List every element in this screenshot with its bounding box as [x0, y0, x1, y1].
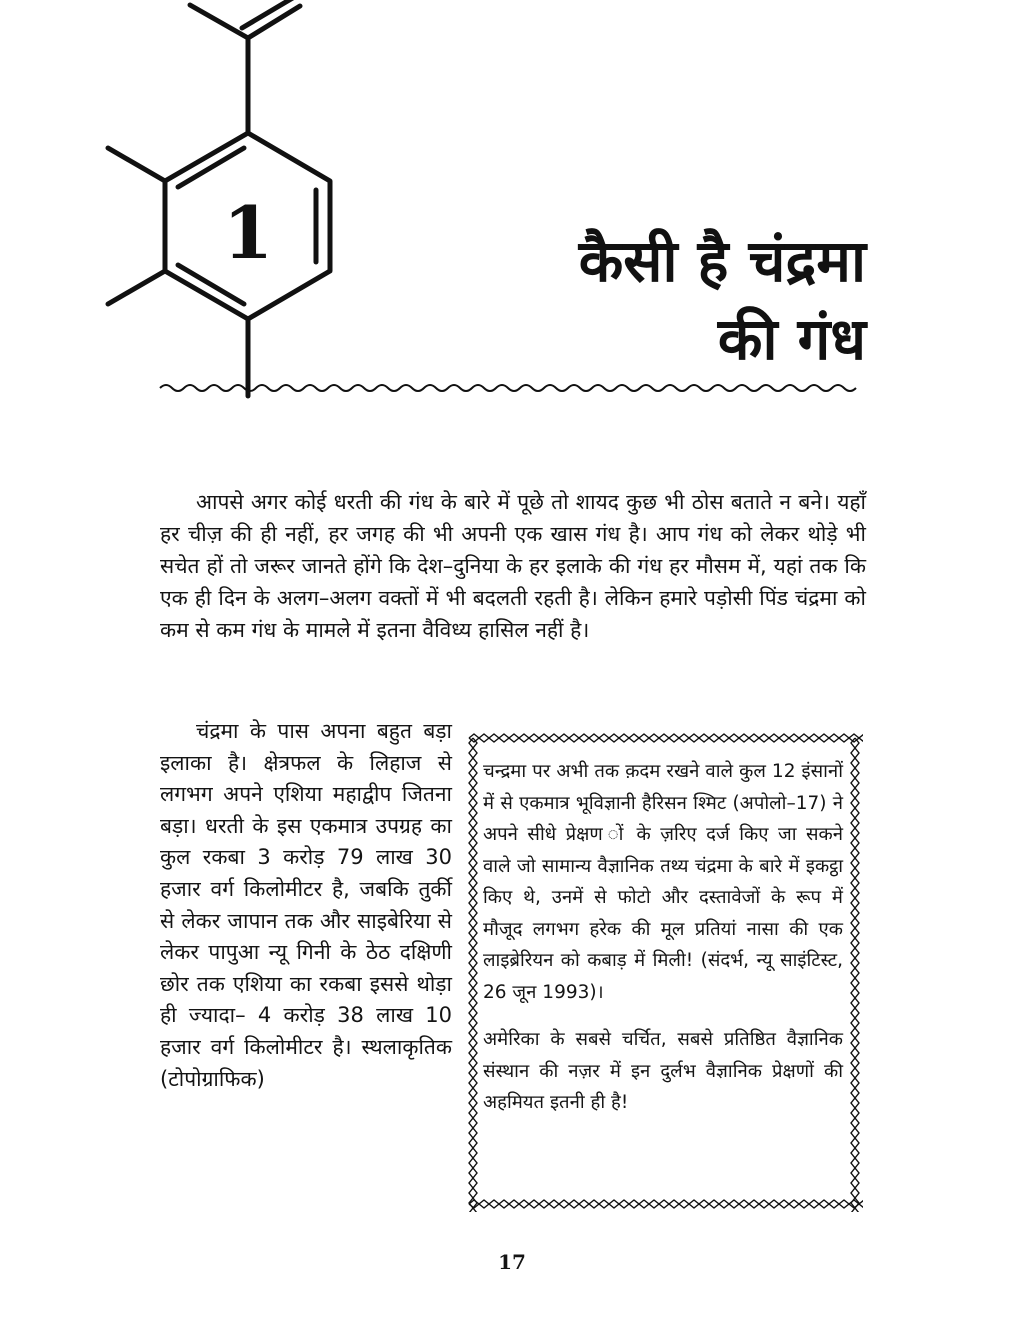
page-number: 17: [498, 1250, 526, 1274]
left-column-paragraph: चंद्रमा के पास अपना बहुत बड़ा इलाका है। क्षेत्रफल के लिहाज से लगभग अपने एशिया महाद्वीप जितना बड़ा। धरती के इस एकमात्र उपग्रह का कुल रकबा 3 करोड़ 79 लाख 30 हजार वर्ग किलोमीटर है, जबकि तुर्की से लेकर जापान तक और साइबेरिया से लेकर पापुआ न्यू गिनी के ठेठ दक्षिणी छोर तक एशिया का रकबा इससे थोड़ा ही ज्यादा– 4 करोड़ 38 लाख 10 हजार वर्ग किलोमीटर है। स्थलाकृतिक (टोपोग्राफिक): [160, 719, 452, 1091]
sidebar-paragraph-1: चन्द्रमा पर अभी तक क़दम रखने वाले कुल 12 इंसानों में से एकमात्र भूविज्ञानी हैरिसन श्मिट (अपोलो–17) ने अपने सीधे प्रेक्षण ों के ज़रिए दर्ज किए जा सकने वाले जो सामान्य वैज्ञानिक तथ्य चंद्रमा के बारे में इकट्ठा किए थे, उनमें से फोटो और दस्तावेजों के रूप में मौजूद लगभग हरेक की मूल प्रतियां नासा की एक लाइब्रेरियन को कबाड़ में मिली! (संदर्भ, न्यू साइंटिस्ट, 26 जून 1993)।: [483, 761, 843, 1003]
molecule-illustration: [0, 0, 1024, 420]
sidebar-paragraph-2: अमेरिका के सबसे चर्चित, सबसे प्रतिष्ठित वैज्ञानिक संस्थान की नज़र में इन दुर्लभ वैज्ञानिक प्रेक्षणों की अहमियत इतनी ही है!: [483, 1029, 843, 1113]
chapter-title-line1: कैसी है चंद्रमा: [578, 227, 866, 295]
sidebar-box-content: [483, 756, 843, 1135]
wavy-divider: [160, 385, 856, 391]
chapter-title: [579, 222, 866, 378]
intro-paragraph: आपसे अगर कोई धरती की गंध के बारे में पूछे तो शायद कुछ भी ठोस बताते न बने। यहाँ हर चीज़ की ही नहीं, हर जगह की भी अपनी एक खास गंध है। आप गंध को लेकर थोड़े भी सचेत हों तो जरूर जानते होंगे कि देश–दुनिया के हर इलाके की गंध हर मौसम में, यहां तक कि एक ही दिन के अलग–अलग वक्तों में भी बदलती रहती है। लेकिन हमारे पड़ोसी पिंड चंद्रमा को कम से कम गंध के मामले में इतना वैविध्य हासिल नहीं है।: [160, 490, 866, 642]
chapter-title-line2: की गंध: [717, 305, 866, 373]
sidebar-box: [465, 730, 863, 1212]
chapter-number: 1: [222, 190, 274, 275]
